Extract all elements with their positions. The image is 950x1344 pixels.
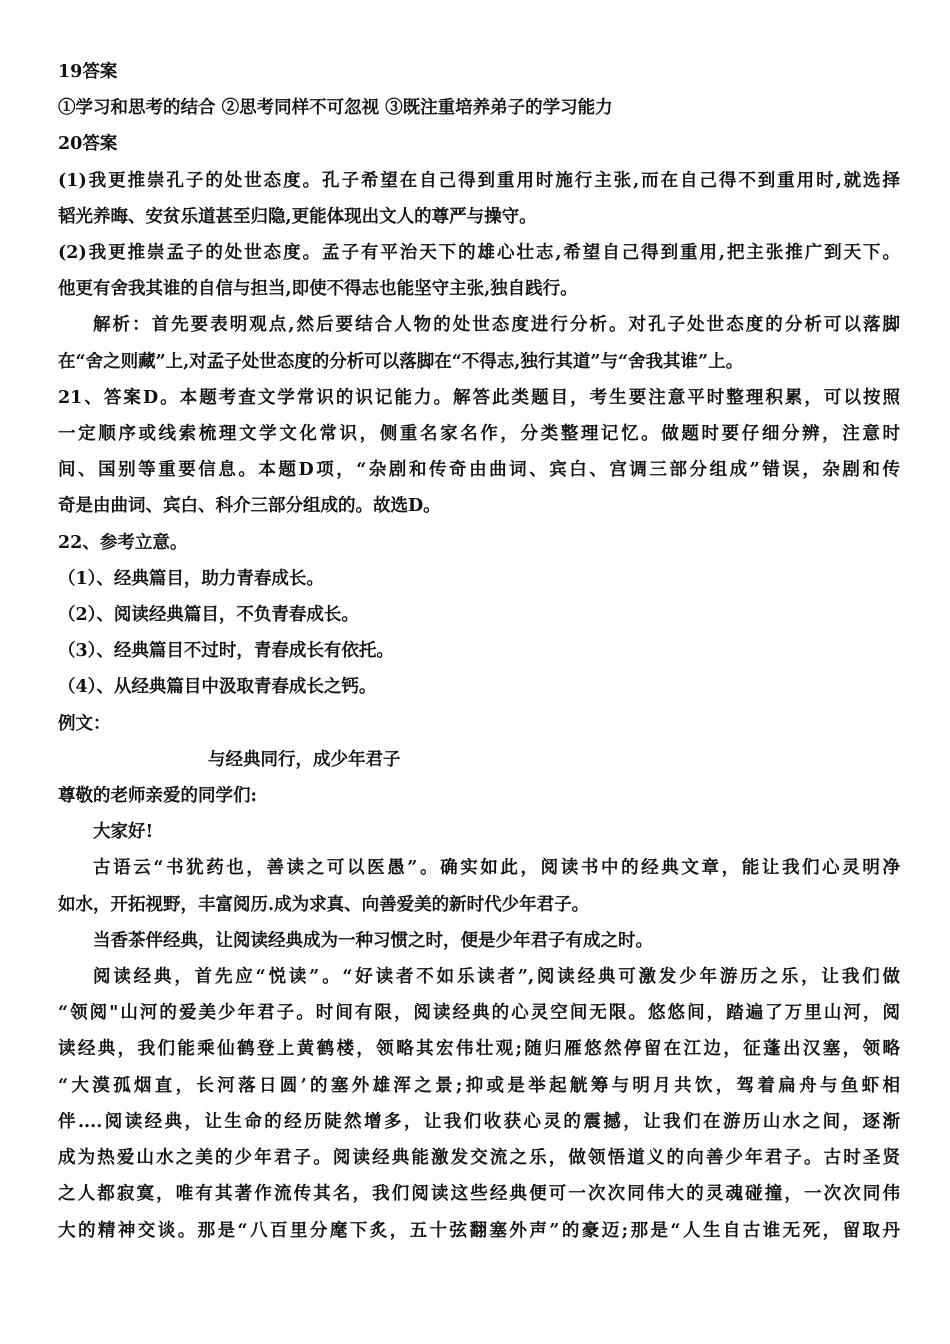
q19-heading: 19答案	[58, 62, 118, 82]
q20-answer2-line1: (2)我更推崇孟子的处世态度。孟子有平治天下的雄心壮志,希望自己得到重用,把主张推广到天下。	[58, 243, 900, 264]
q19-answer: ①学习和思考的结合 ②思考同样不可忽视 ③既注重培养弟子的学习能力	[58, 98, 613, 119]
essay-p3-line8: 大的精神交谈。那是“八百里分麾下炙，五十弦翻塞外声”的豪迈;那是“人生自古谁无死，留取丹	[58, 1220, 900, 1241]
q21-line4: 奇是由曲词、宾白、科介三部分组成的。故选D。	[58, 496, 441, 517]
essay-p3-line5: 伴....阅读经典，让生命的经历陡然增多，让我们收获心灵的震撼，让我们在游历山水之间，逐渐	[58, 1111, 900, 1132]
q20-answer1-line2: 韬光养晦、安贫乐道甚至归隐,更能体现出文人的尊严与操守。	[58, 206, 537, 227]
q21-line2: 一定顺序或线索梳理文学文化常识，侧重名家名作，分类整理记忆。做题时要仔细分辨，注意时	[58, 424, 900, 445]
essay-greeting: 大家好!	[93, 822, 154, 843]
essay-p3-line7: 之人都寂寞，唯有其著作流传其名，我们阅读这些经典便可一次次同伟大的灵魂碰撞，一次次同伟	[58, 1184, 900, 1205]
essay-p3-line4: “大漠孤烟直，长河落日圆’的塞外雄浑之景;抑或是举起觥筹与明月共饮，驾着扁舟与鱼虾相	[58, 1075, 900, 1096]
essay-p1-line1: 古语云“书犹药也，善读之可以医愚”。确实如此，阅读书中的经典文章，能让我们心灵明净	[93, 858, 900, 879]
essay-salutation: 尊敬的老师亲爱的同学们:	[58, 786, 257, 807]
q21-line1: 21、答案D。本题考查文学常识的识记能力。解答此类题目，考生要注意平时整理积累，可以按照	[58, 387, 900, 408]
essay-p3-line6: 成为热爱山水之美的少年君子。阅读经典能激发交流之乐，做领悟道义的向善少年君子。古时圣贤	[58, 1148, 900, 1169]
q22-option-1: （1）、经典篇目，助力青春成长。	[58, 568, 324, 589]
q21-line3: 间、国别等重要信息。本题D项，“杂剧和传奇由曲词、宾白、宫调三部分组成”错误，杂剧和传	[58, 460, 900, 481]
q20-heading: 20答案	[58, 134, 118, 155]
q22-heading: 22、参考立意。	[58, 532, 188, 553]
essay-p1-line2: 如水，开拓视野，丰富阅历.成为求真、向善爱美的新时代少年君子。	[58, 894, 590, 915]
essay-title: 与经典同行，成少年君子	[208, 749, 401, 770]
essay-p3-line2: “领阅"山河的爱美少年君子。时间有限，阅读经典的心灵空间无限。悠悠间，踏遍了万里山河，阅	[58, 1003, 900, 1024]
essay-p3-line1: 阅读经典，首先应“悦读”。“好读者不如乐读者”,阅读经典可激发少年游历之乐，让我们做	[93, 967, 900, 988]
q22-option-4: （4）、从经典篇目中汲取青春成长之钙。	[58, 677, 377, 698]
essay-p2-line1: 当香茶伴经典，让阅读经典成为一种习惯之时，便是少年君子有成之时。	[93, 930, 653, 951]
q20-analysis-line1: 解析：首先要表明观点,然后要结合人物的处世态度进行分析。对孔子处世态度的分析可以落脚	[93, 315, 900, 336]
q20-analysis-line2: 在“舍之则藏”上,对孟子处世态度的分析可以落脚在“不得志,独行其道”与“舍我其谁”上。	[58, 351, 744, 372]
essay-p3-line3: 读经典，我们能乘仙鹤登上黄鹤楼，领略其宏伟壮观;随归雁悠然停留在江边，征蓬出汉塞，领略	[58, 1039, 900, 1060]
q20-answer1-line1: (1)我更推崇孔子的处世态度。孔子希望在自己得到重用时施行主张,而在自己得不到重用时,就选择	[58, 170, 900, 191]
document-page	[58, 54, 900, 1249]
q20-answer2-line2: 他更有舍我其谁的自信与担当,即使不得志也能坚守主张,独自践行。	[58, 279, 578, 300]
example-label: 例文：	[58, 713, 111, 734]
q22-option-3: （3）、经典篇目不过时，青春成长有依托。	[58, 641, 394, 662]
q22-option-2: （2）、阅读经典篇目，不负青春成长。	[58, 605, 359, 626]
